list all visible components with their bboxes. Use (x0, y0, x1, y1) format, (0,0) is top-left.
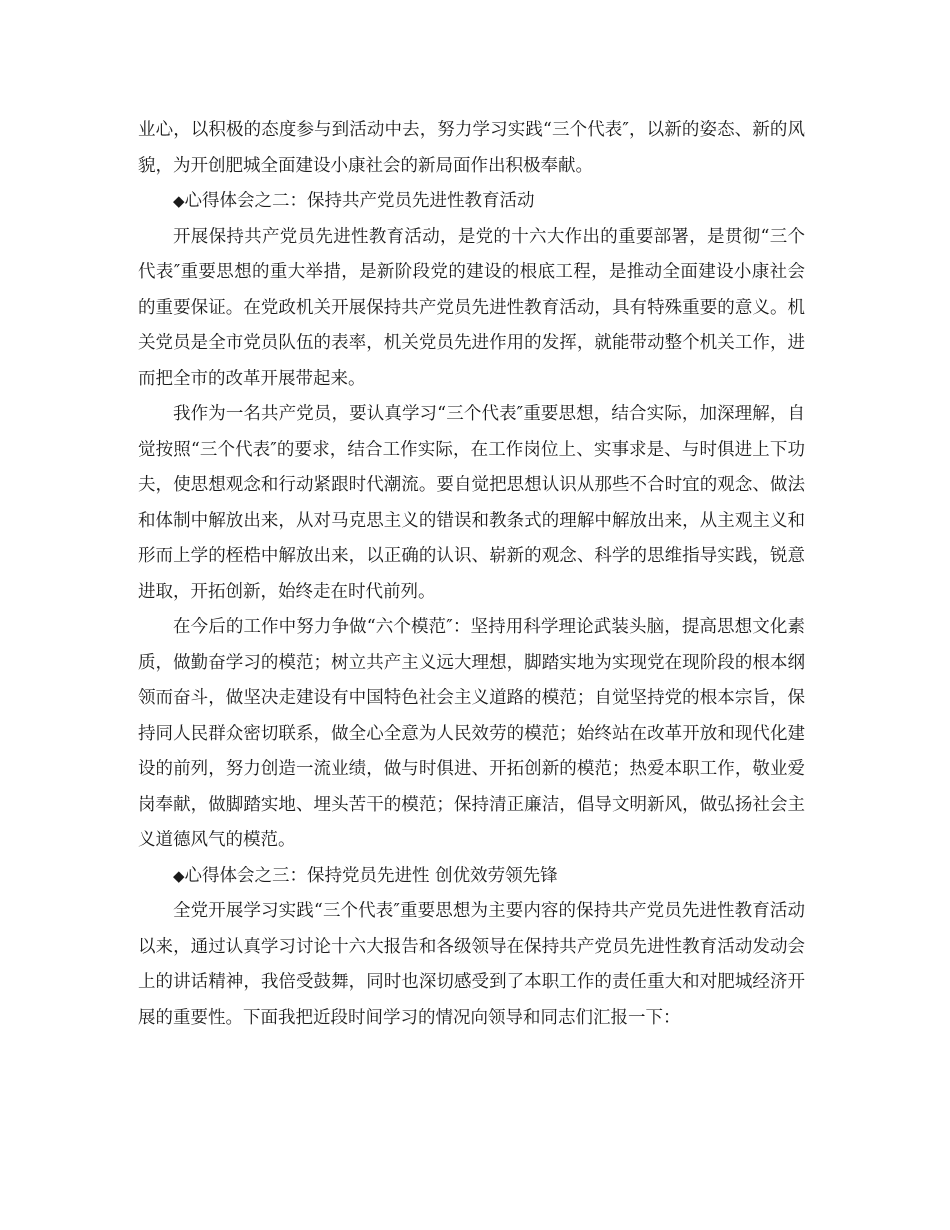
paragraph: 我作为一名共产党员，要认真学习“三个代表″重要思想，结合实际，加深理解，自觉按照“三个代表″的要求，结合工作实际，在工作岗位上、实事求是、与时俱进上下功夫，使思想观念和行动紧跟时代潮流。要自觉把思想认识从那些不合时宜的观念、做法和体制中解放出来，从对马克思主义的错误和教条式的理解中解放出来，从主观主义和形而上学的桎梏中解放出来，以正确的认识、崭新的观念、科学的思维指导实践，锐意进取，开拓创新，始终走在时代前列。 (138, 404, 805, 602)
paragraph: 开展保持共产党员先进性教育活动，是党的十六大作出的重要部署，是贯彻“三个代表″重要思想的重大举措，是新阶段党的建设的根底工程，是推动全面建设小康社会的重要保证。在党政机关开展保持共产党员先进性教育活动，具有特殊重要的意义。机关党员是全市党员队伍的表率，机关党员先进作用的发挥，就能带动整个机关工作，进而把全市的改革开展带起来。 (138, 226, 805, 389)
paragraph: 在今后的工作中努力争做“六个模范″：坚持用科学理论武装头脑，提高思想文化素质，做勤奋学习的模范；树立共产主义远大理想，脚踏实地为实现党在现阶段的根本纲领而奋斗，做坚决走建设有中国特色社会主义道路的模范；自觉坚持党的根本宗旨，保持同人民群众密切联系，做全心全意为人民效劳的模范；始终站在改革开放和现代化建设的前列，努力创造一流业绩，做与时俱进、开拓创新的模范；热爱本职工作，敬业爱岗奉献，做脚踏实地、埋头苦干的模范；保持清正廉洁，倡导文明新风，做弘扬社会主义道德风气的模范。 (138, 617, 805, 850)
paragraph: 全党开展学习实践“三个代表″重要思想为主要内容的保持共产党员先进性教育活动以来，通过认真学习讨论十六大报告和各级领导在保持共产党员先进性教育活动发动会上的讲话精神，我倍受鼓舞，同时也深切感受到了本职工作的责任重大和对肥城经济开展的重要性。下面我把近段时间学习的情况向领导和同志们汇报一下： (138, 901, 805, 1028)
document-body (138, 113, 805, 1036)
paragraph-continuation: 业心，以积极的态度参与到活动中去，努力学习实践“三个代表″，以新的姿态、新的风貌，为开创肥城全面建设小康社会的新局面作出积极奉献。 (138, 120, 805, 176)
section-heading-text: 心得体会之二：保持共产党员先进性教育活动 (184, 191, 535, 211)
section-heading-3 (138, 859, 805, 895)
section-heading-2 (138, 184, 805, 220)
section-heading-text: 心得体会之三：保持党员先进性 创优效劳领先锋 (184, 865, 558, 886)
diamond-bullet-icon: ◆ (173, 866, 185, 885)
diamond-bullet-icon: ◆ (173, 192, 185, 210)
